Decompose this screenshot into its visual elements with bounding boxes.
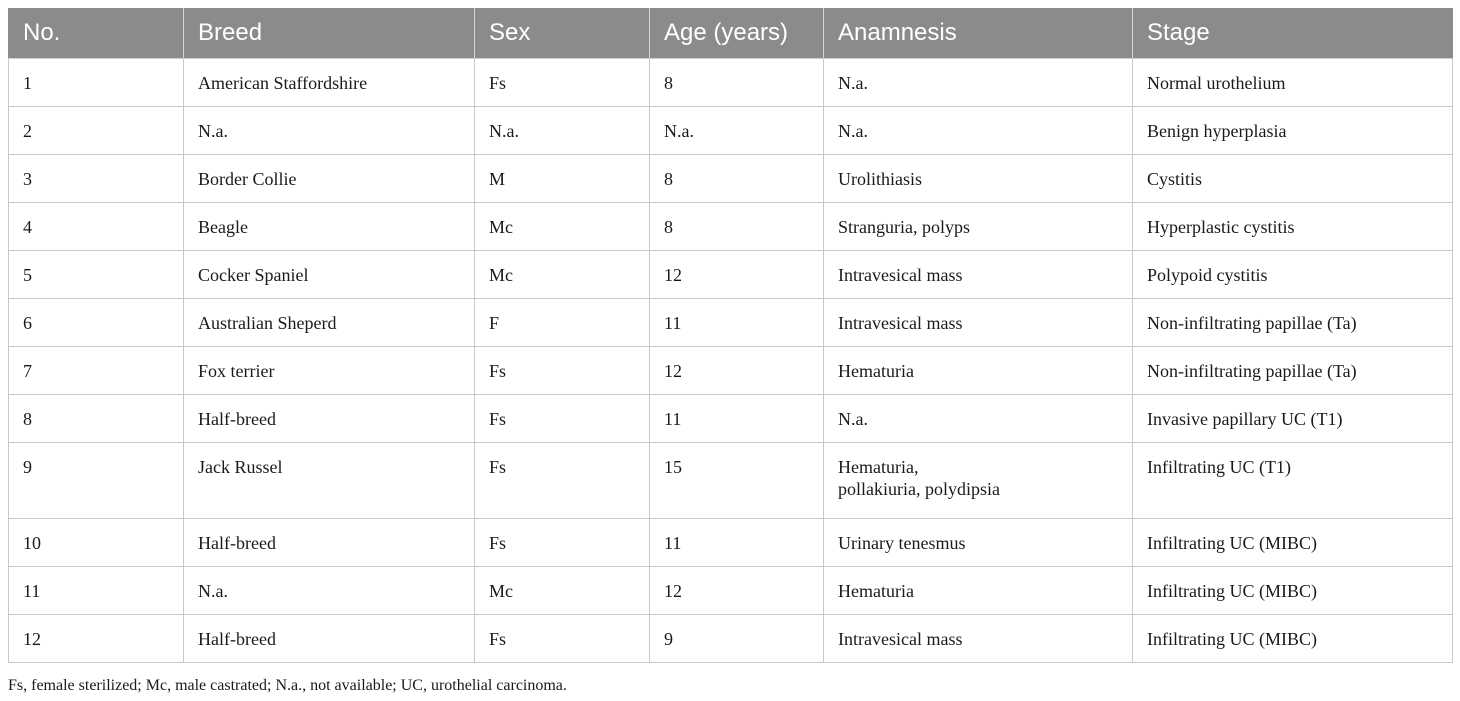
anamnesis-line: Urolithiasis [838,169,922,189]
cell-sex: Mc [475,203,650,251]
cell-breed: Beagle [184,203,475,251]
cell-breed: Half-breed [184,519,475,567]
cell-no: 1 [9,59,184,107]
cell-age: 8 [650,59,824,107]
cell-breed: Cocker Spaniel [184,251,475,299]
anamnesis-line: Urinary tenesmus [838,533,966,553]
cell-breed: Australian Sheperd [184,299,475,347]
cell-stage: Non-infiltrating papillae (Ta) [1133,299,1453,347]
table-row [9,567,1453,615]
anamnesis-line: Intravesical mass [838,265,963,285]
table-row [9,443,1453,519]
cell-stage: Infiltrating UC (MIBC) [1133,519,1453,567]
cell-no: 6 [9,299,184,347]
table-row [9,519,1453,567]
cell-anamnesis [824,59,1133,107]
cell-age: 12 [650,347,824,395]
table-row [9,107,1453,155]
cell-stage: Invasive papillary UC (T1) [1133,395,1453,443]
cell-age: 12 [650,251,824,299]
anamnesis-line: Intravesical mass [838,629,963,649]
cell-no: 8 [9,395,184,443]
cell-breed: Half-breed [184,395,475,443]
cell-age: 8 [650,155,824,203]
cell-breed: N.a. [184,107,475,155]
cell-sex: N.a. [475,107,650,155]
header-no: No. [9,8,184,59]
cell-stage: Infiltrating UC (MIBC) [1133,615,1453,663]
cell-no: 10 [9,519,184,567]
cell-no: 9 [9,443,184,519]
cell-stage: Benign hyperplasia [1133,107,1453,155]
cell-stage: Infiltrating UC (T1) [1133,443,1453,519]
anamnesis-line: Hematuria [838,581,914,601]
cell-anamnesis [824,395,1133,443]
cell-age: 12 [650,567,824,615]
anamnesis-line: Intravesical mass [838,313,963,333]
cell-sex: Fs [475,395,650,443]
cell-breed: Jack Russel [184,443,475,519]
table-row [9,251,1453,299]
anamnesis-line: pollakiuria, polydipsia [838,479,1000,499]
cell-anamnesis [824,567,1133,615]
header-age: Age (years) [650,8,824,59]
cell-sex: Fs [475,59,650,107]
cell-no: 7 [9,347,184,395]
header-breed: Breed [184,8,475,59]
header-stage: Stage [1133,8,1453,59]
cell-age: 11 [650,299,824,347]
anamnesis-line: Hematuria, [838,457,919,477]
cell-anamnesis [824,347,1133,395]
anamnesis-line: Stranguria, polyps [838,217,970,237]
cell-sex: Mc [475,251,650,299]
cell-sex: Fs [475,615,650,663]
table-header [9,8,1453,59]
anamnesis-line: N.a. [838,121,868,141]
cell-anamnesis [824,203,1133,251]
cell-breed: Border Collie [184,155,475,203]
header-row [9,8,1453,59]
cell-age: 15 [650,443,824,519]
table-container [8,8,1452,663]
cell-no: 3 [9,155,184,203]
cell-no: 12 [9,615,184,663]
cell-stage: Infiltrating UC (MIBC) [1133,567,1453,615]
cell-stage: Polypoid cystitis [1133,251,1453,299]
cell-age: N.a. [650,107,824,155]
cell-anamnesis [824,299,1133,347]
cell-breed: Half-breed [184,615,475,663]
cell-breed: Fox terrier [184,347,475,395]
header-anamnesis: Anamnesis [824,8,1133,59]
cell-anamnesis [824,107,1133,155]
cell-age: 8 [650,203,824,251]
cell-no: 11 [9,567,184,615]
cell-age: 9 [650,615,824,663]
table-row [9,203,1453,251]
cell-anamnesis [824,443,1133,519]
table-row [9,395,1453,443]
table-footnote: Fs, female sterilized; Mc, male castrated; N.a., not available; UC, urothelial carcinoma. [8,677,567,694]
anamnesis-line: N.a. [838,409,868,429]
cell-sex: Mc [475,567,650,615]
table-body [9,59,1453,663]
cell-sex: Fs [475,519,650,567]
cell-age: 11 [650,395,824,443]
cell-anamnesis [824,251,1133,299]
cell-stage: Hyperplastic cystitis [1133,203,1453,251]
cell-no: 2 [9,107,184,155]
cell-no: 5 [9,251,184,299]
cell-stage: Non-infiltrating papillae (Ta) [1133,347,1453,395]
table-row [9,615,1453,663]
table-row [9,347,1453,395]
cell-anamnesis [824,615,1133,663]
cell-breed: N.a. [184,567,475,615]
cell-anamnesis [824,519,1133,567]
table-row [9,59,1453,107]
table-row [9,299,1453,347]
cell-sex: Fs [475,347,650,395]
table-row [9,155,1453,203]
cell-anamnesis [824,155,1133,203]
cell-age: 11 [650,519,824,567]
cell-breed: American Staffordshire [184,59,475,107]
cell-sex: M [475,155,650,203]
data-table [8,8,1453,663]
header-sex: Sex [475,8,650,59]
cell-sex: F [475,299,650,347]
anamnesis-line: Hematuria [838,361,914,381]
cell-no: 4 [9,203,184,251]
cell-stage: Cystitis [1133,155,1453,203]
anamnesis-line: N.a. [838,73,868,93]
cell-stage: Normal urothelium [1133,59,1453,107]
cell-sex: Fs [475,443,650,519]
